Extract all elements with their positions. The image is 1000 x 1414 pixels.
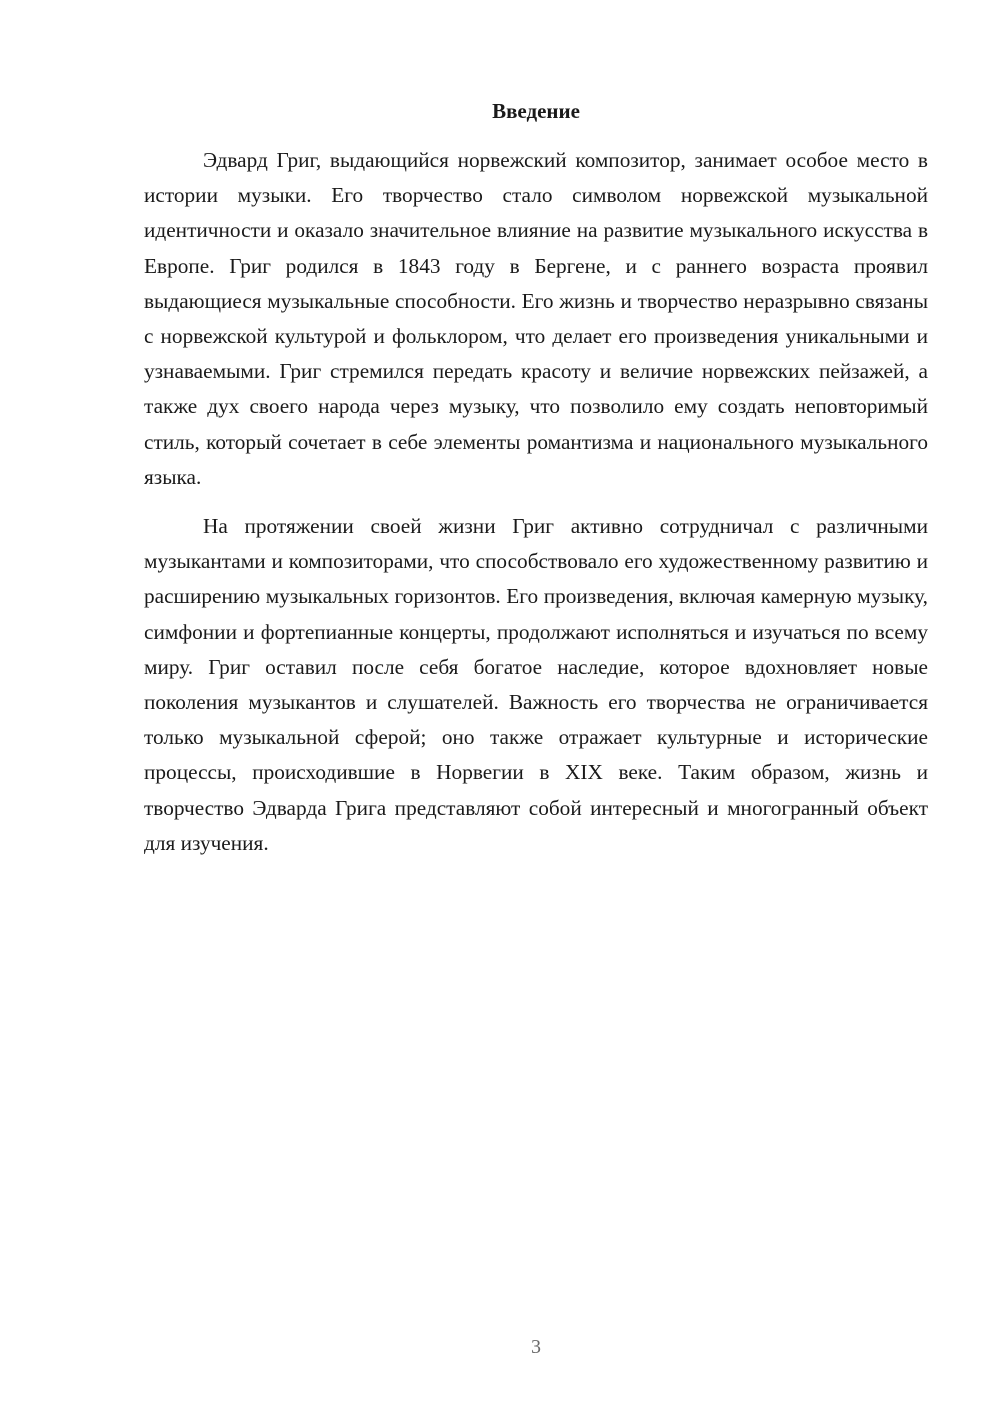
page-number: 3 (531, 1336, 541, 1358)
paragraph-1: Эдвард Григ, выдающийся норвежский композитор, занимает особое место в истории музыки. Его творчество стало символом норвежской музыкальной идентичности и оказало значительное влияние на развитие музыкального искусства в Европе. Григ родился в 1843 году в Бергене, и с раннего возраста проявил выдающиеся музыкальные способности. Его жизнь и творчество неразрывно связаны с норвежской культурой и фольклором, что делает его произведения уникальными и узнаваемыми. Григ стремился передать красоту и величие норвежских пейзажей, а также дух своего народа через музыку, что позволило ему создать неповторимый стиль, который сочетает в себе элементы романтизма и национального музыкального языка. (144, 148, 928, 489)
paragraph-2: На протяжении своей жизни Григ активно сотрудничал с различными музыкантами и композиторами, что способствовало его художественному развитию и расширению музыкальных горизонтов. Его произведения, включая камерную музыку, симфонии и фортепианные концерты, продолжают исполняться и изучаться по всему миру. Григ оставил после себя богатое наследие, которое вдохновляет новые поколения музыкантов и слушателей. Важность его творчества не ограничивается только музыкальной сферой; оно также отражает культурные и исторические процессы, происходившие в Норвегии в XIX веке. Таким образом, жизнь и творчество Эдварда Грига представляют собой интересный и многогранный объект для изучения. (144, 514, 928, 855)
body-text (144, 143, 928, 861)
section-heading: Введение (492, 99, 580, 123)
